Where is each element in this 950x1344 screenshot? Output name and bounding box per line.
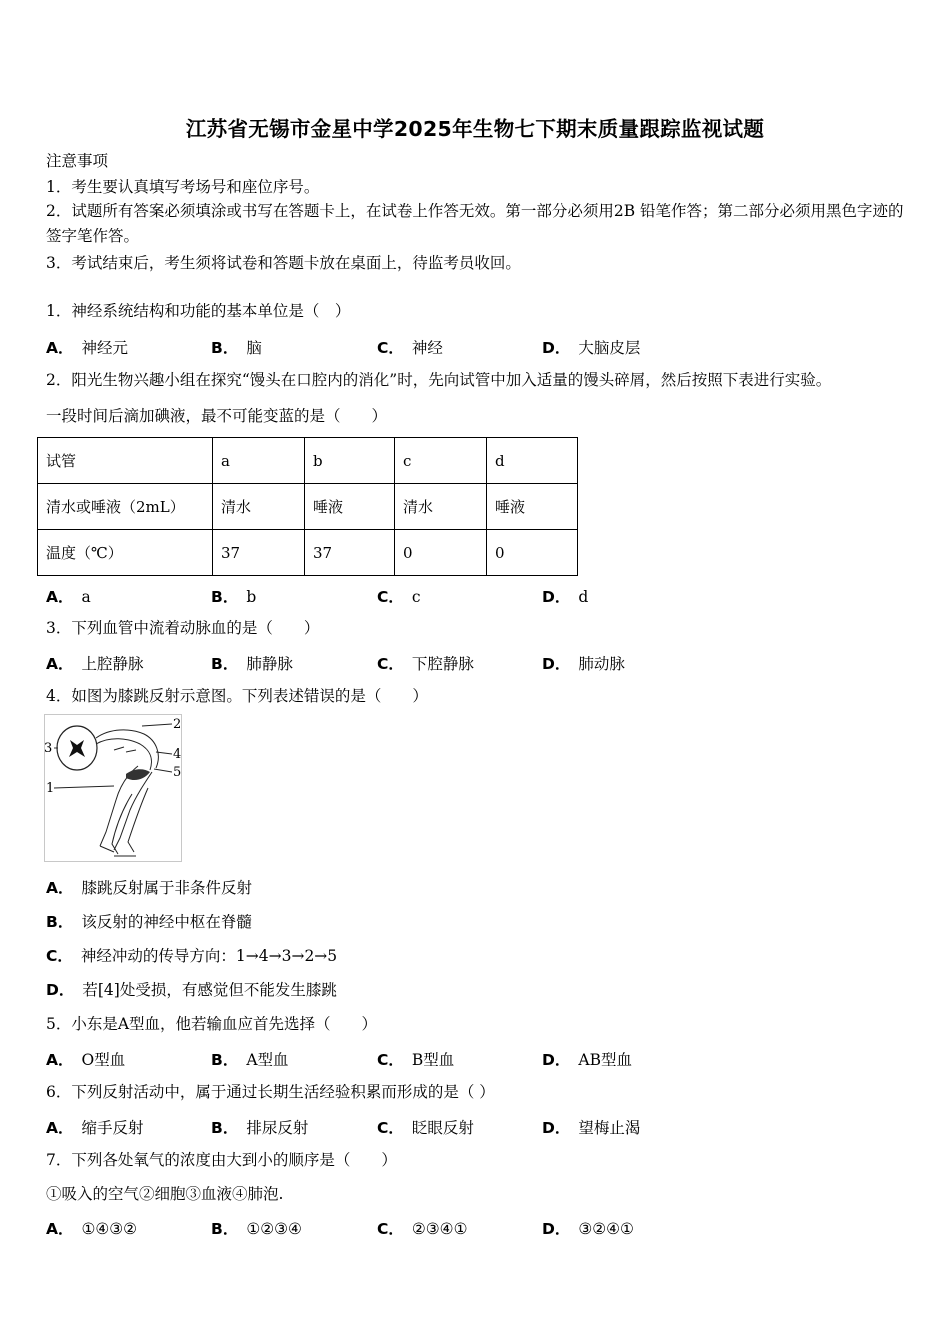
table-cell: d: [487, 438, 578, 484]
question-3-stem: 3．下列血管中流着动脉血的是（ ）: [46, 619, 320, 637]
table-cell: 温度（℃）: [38, 530, 213, 576]
option-d[interactable]: D． AB型血: [542, 1051, 632, 1069]
question-1-options: [46, 336, 906, 356]
option-d[interactable]: D． 大脑皮层: [542, 339, 641, 357]
question-3-options: [46, 652, 906, 672]
option-a[interactable]: A． a: [46, 588, 91, 606]
option-a[interactable]: A． 膝跳反射属于非条件反射: [46, 879, 253, 897]
option-a[interactable]: A． 神经元: [46, 339, 129, 357]
question-2-stem: 2．阳光生物兴趣小组在探究“馒头在口腔内的消化”时，先向试管中加入适量的馒头碎屑，然后按照下表进行实验。: [46, 371, 832, 389]
table-cell: 唾液: [487, 484, 578, 530]
option-c[interactable]: C． B型血: [377, 1051, 455, 1069]
notice-item: 1．考生要认真填写考场号和座位序号。: [46, 178, 320, 196]
option-c[interactable]: C． 神经冲动的传导方向：1→4→3→2→5: [46, 947, 338, 965]
notice-heading: 注意事项: [46, 152, 109, 170]
table-cell: 试管: [38, 438, 213, 484]
figure-label-3: 3: [44, 741, 53, 756]
table-cell: 清水或唾液（2mL）: [38, 484, 213, 530]
knee-jerk-reflex-figure: [44, 714, 182, 862]
question-2-options: [46, 585, 906, 605]
figure-label-4: 4: [173, 747, 182, 762]
option-a[interactable]: A． 上腔静脉: [46, 655, 144, 673]
experiment-table: [37, 437, 578, 576]
option-b[interactable]: B． A型血: [211, 1051, 289, 1069]
option-b[interactable]: B． 该反射的神经中枢在脊髓: [46, 913, 252, 931]
question-7-options: [46, 1217, 906, 1237]
option-c[interactable]: C． 下腔静脉: [377, 655, 474, 673]
table-row: [38, 438, 578, 484]
table-cell: a: [213, 438, 305, 484]
table-row: [38, 484, 578, 530]
option-d[interactable]: D． ③②④①: [542, 1220, 634, 1238]
table-cell: c: [395, 438, 487, 484]
table-cell: b: [305, 438, 395, 484]
question-4-stem: 4．如图为膝跳反射示意图。下列表述错误的是（ ）: [46, 687, 428, 705]
option-d[interactable]: D． d: [542, 588, 589, 606]
option-b[interactable]: B． b: [211, 588, 257, 606]
option-c[interactable]: C． 神经: [377, 339, 443, 357]
option-b[interactable]: B． 脑: [211, 339, 262, 357]
option-b[interactable]: B． 肺静脉: [211, 655, 293, 673]
question-5-stem: 5．小东是A型血，他若输血应首先选择（ ）: [46, 1015, 378, 1033]
option-a[interactable]: A． 缩手反射: [46, 1119, 144, 1137]
question-6-options: [46, 1116, 906, 1136]
figure-label-1: 1: [46, 781, 55, 796]
table-cell: 清水: [213, 484, 305, 530]
option-a[interactable]: A． ①④③②: [46, 1220, 138, 1238]
table-cell: 0: [395, 530, 487, 576]
option-b[interactable]: B． 排尿反射: [211, 1119, 309, 1137]
table-cell: 37: [305, 530, 395, 576]
question-1-stem: 1．神经系统结构和功能的基本单位是（ ）: [46, 302, 351, 320]
figure-label-2: 2: [173, 717, 182, 732]
table-cell: 清水: [395, 484, 487, 530]
option-a[interactable]: A． O型血: [46, 1051, 126, 1069]
option-c[interactable]: C． 眨眼反射: [377, 1119, 474, 1137]
table-cell: 37: [213, 530, 305, 576]
option-d[interactable]: D． 若[4]处受损，有感觉但不能发生膝跳: [46, 981, 337, 999]
option-b[interactable]: B． ①②③④: [211, 1220, 302, 1238]
table-cell: 唾液: [305, 484, 395, 530]
question-7-substem: ①吸入的空气②细胞③血液④肺泡.: [46, 1185, 284, 1203]
table-row: [38, 530, 578, 576]
question-7-stem: 7．下列各处氧气的浓度由大到小的顺序是（ ）: [46, 1151, 397, 1169]
figure-label-5: 5: [173, 765, 182, 780]
question-6-stem: 6．下列反射活动中，属于通过长期生活经验积累而形成的是（ ）: [46, 1083, 495, 1101]
question-5-options: [46, 1048, 906, 1068]
notice-item: 3．考试结束后，考生须将试卷和答题卡放在桌面上，待监考员收回。: [46, 254, 521, 272]
question-2-stem-cont: 一段时间后滴加碘液，最不可能变蓝的是（ ）: [46, 407, 388, 425]
exam-title: 江苏省无锡市金星中学2025年生物七下期末质量跟踪监视试题: [185, 117, 765, 141]
notice-item: 2．试题所有答案必须填涂或书写在答题卡上，在试卷上作答无效。第一部分必须用2B 铅笔作答；第二部分必须用黑色字迹的签字笔作答。: [46, 202, 904, 245]
option-c[interactable]: C． c: [377, 588, 421, 606]
option-d[interactable]: D． 望梅止渴: [542, 1119, 641, 1137]
option-c[interactable]: C． ②③④①: [377, 1220, 468, 1238]
option-d[interactable]: D． 肺动脉: [542, 655, 625, 673]
table-cell: 0: [487, 530, 578, 576]
